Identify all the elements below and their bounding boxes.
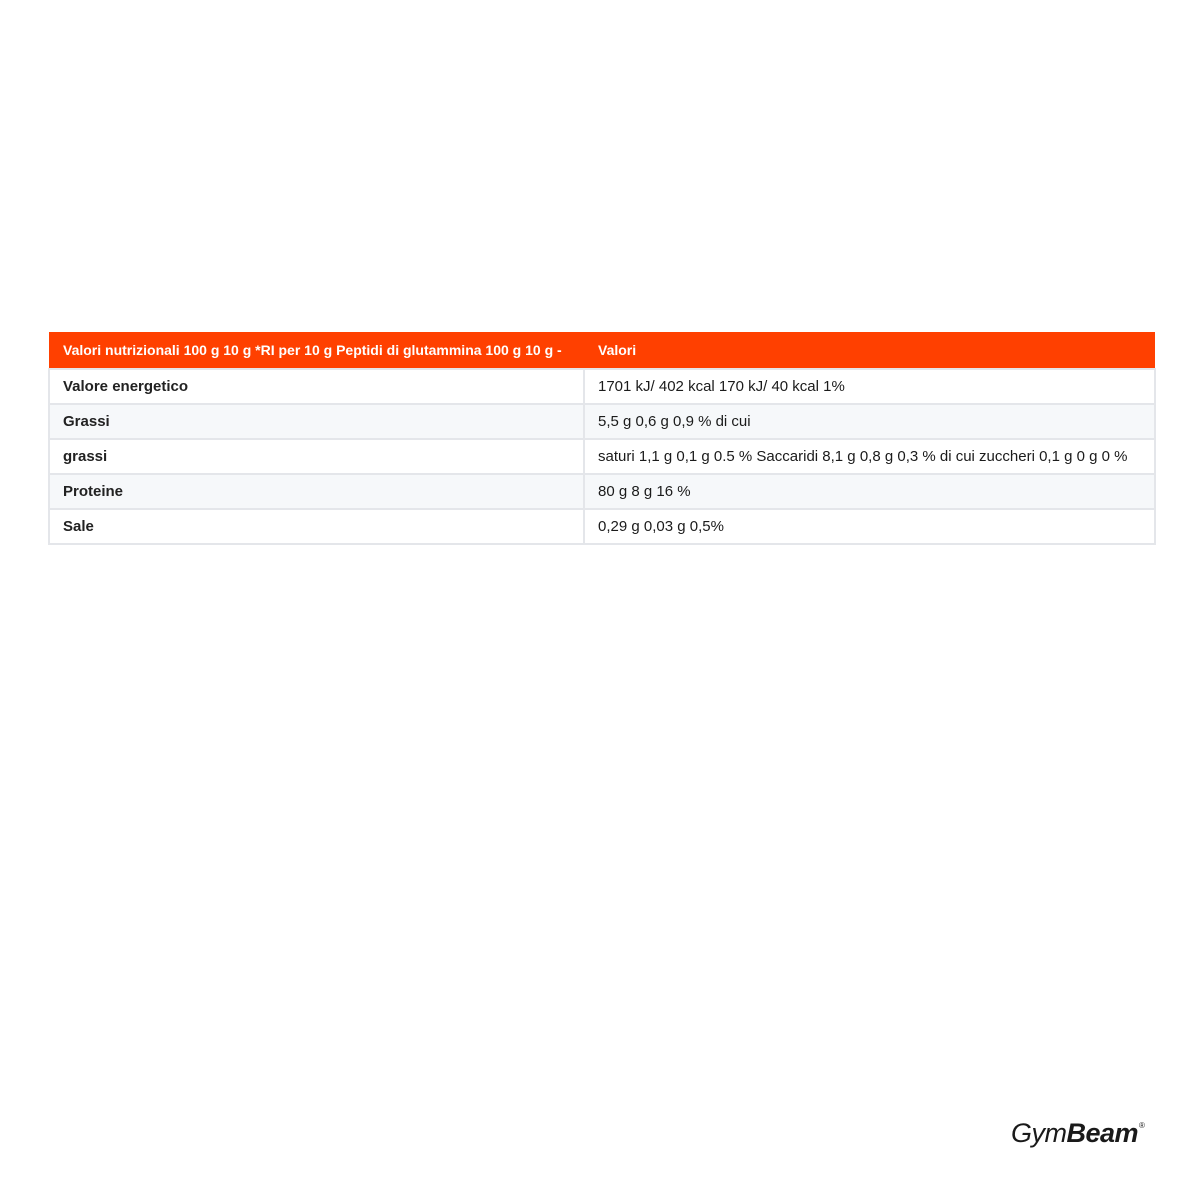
logo-part-beam: Beam	[1066, 1118, 1139, 1148]
table-row	[49, 369, 1155, 404]
header-nutrition-values: Valori nutrizionali 100 g 10 g *RI per 10 g Peptidi di glutammina 100 g 10 g -	[49, 332, 584, 369]
table-header-row	[49, 332, 1155, 369]
table-row	[49, 509, 1155, 544]
row-label: grassi	[49, 439, 584, 474]
row-label: Grassi	[49, 404, 584, 439]
row-value: 0,29 g 0,03 g 0,5%	[584, 509, 1155, 544]
row-value: 5,5 g 0,6 g 0,9 % di cui	[584, 404, 1155, 439]
registered-mark: ®	[1139, 1121, 1145, 1130]
row-label: Sale	[49, 509, 584, 544]
nutrition-table	[48, 332, 1156, 545]
table-row	[49, 474, 1155, 509]
logo-part-gym: Gym	[1011, 1118, 1067, 1148]
header-values: Valori	[584, 332, 1155, 369]
row-value: saturi 1,1 g 0,1 g 0.5 % Saccaridi 8,1 g 0,8 g 0,3 % di cui zuccheri 0,1 g 0 g 0 %	[584, 439, 1155, 474]
table-row	[49, 404, 1155, 439]
nutrition-table-container	[48, 332, 1154, 545]
row-value: 1701 kJ/ 402 kcal 170 kJ/ 40 kcal 1%	[584, 369, 1155, 404]
row-value: 80 g 8 g 16 %	[584, 474, 1155, 509]
row-label: Valore energetico	[49, 369, 584, 404]
table-row	[49, 439, 1155, 474]
gymbeam-logo	[1011, 1120, 1144, 1147]
row-label: Proteine	[49, 474, 584, 509]
